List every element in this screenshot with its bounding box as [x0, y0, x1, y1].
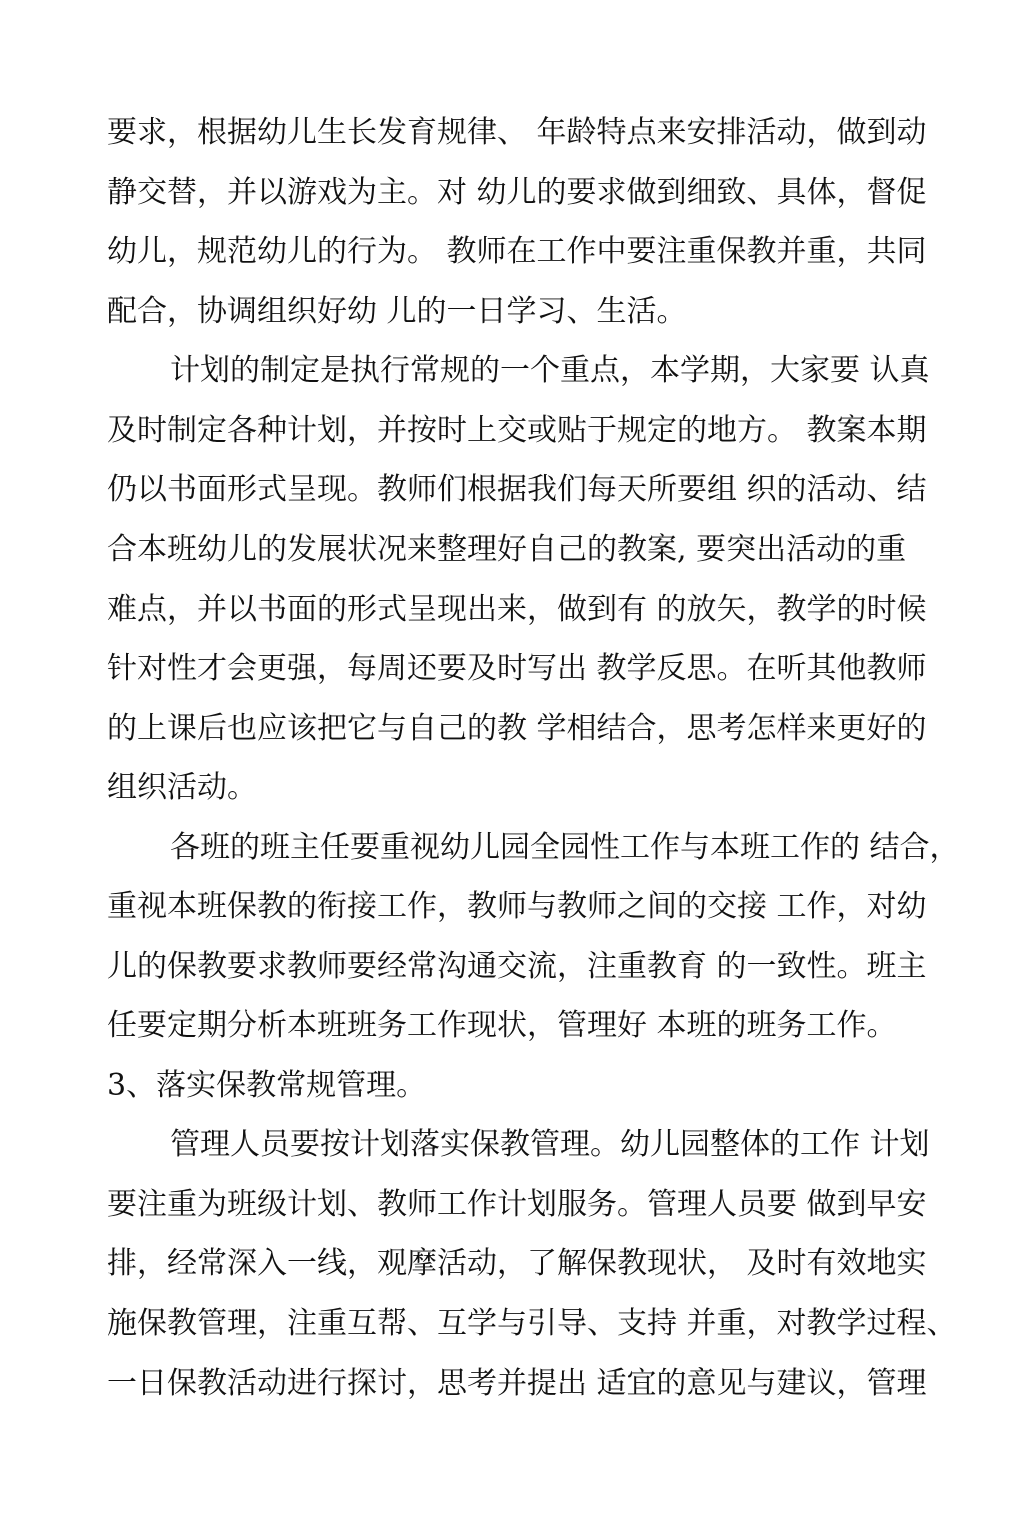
text-line: 施保教管理，注重互帮、互学与引导、支持 并重，对教学过程、 [107, 1306, 957, 1341]
text-line: 要求，根据幼儿生长发育规律、 年龄特点来安排活动，做到动 [107, 115, 927, 150]
section-heading: 3、落实保教常规管理。 [107, 1068, 427, 1103]
text-line: 一日保教活动进行探讨，思考并提出 适宜的意见与建议，管理 [107, 1366, 927, 1401]
text-line: 难点，并以书面的形式呈现出来，做到有 的放矢，教学的时候 [107, 592, 927, 627]
text-line: 幼儿，规范幼儿的行为。 教师在工作中要注重保教并重，共同 [107, 234, 927, 269]
text-line: 仍以书面形式呈现。教师们根据我们每天所要组 织的活动、结 [107, 472, 927, 507]
paragraph-first-line: 各班的班主任要重视幼儿园全园性工作与本班工作的 结合， [170, 830, 960, 865]
text-line: 配合，协调组织好幼 儿的一日学习、生活。 [107, 294, 687, 329]
text-line: 静交替，并以游戏为主。对 幼儿的要求做到细致、具体，督促 [107, 175, 927, 210]
text-line: 的上课后也应该把它与自己的教 学相结合，思考怎样来更好的 [107, 711, 927, 746]
text-line: 儿的保教要求教师要经常沟通交流，注重教育 的一致性。班主 [107, 949, 927, 984]
text-line: 及时制定各种计划，并按时上交或贴于规定的地方。 教案本期 [107, 413, 927, 448]
paragraph-first-line: 管理人员要按计划落实保教管理。幼儿园整体的工作 计划 [170, 1127, 930, 1162]
text-line: 针对性才会更强，每周还要及时写出 教学反思。在听其他教师 [107, 651, 927, 686]
text-line: 要注重为班级计划、教师工作计划服务。管理人员要 做到早安 [107, 1187, 927, 1222]
text-line: 重视本班保教的衔接工作，教师与教师之间的交接 工作，对幼 [107, 889, 927, 924]
paragraph-first-line: 计划的制定是执行常规的一个重点，本学期，大家要 认真 [170, 353, 930, 388]
text-line: 任要定期分析本班班务工作现状，管理好 本班的班务工作。 [107, 1008, 897, 1043]
text-line: 组织活动。 [107, 770, 257, 805]
text-line: 排，经常深入一线，观摩活动，了解保教现状， 及时有效地实 [107, 1246, 927, 1281]
text-line: 合本班幼儿的发展状况来整理好自己的教案, 要突出活动的重 [107, 532, 907, 567]
